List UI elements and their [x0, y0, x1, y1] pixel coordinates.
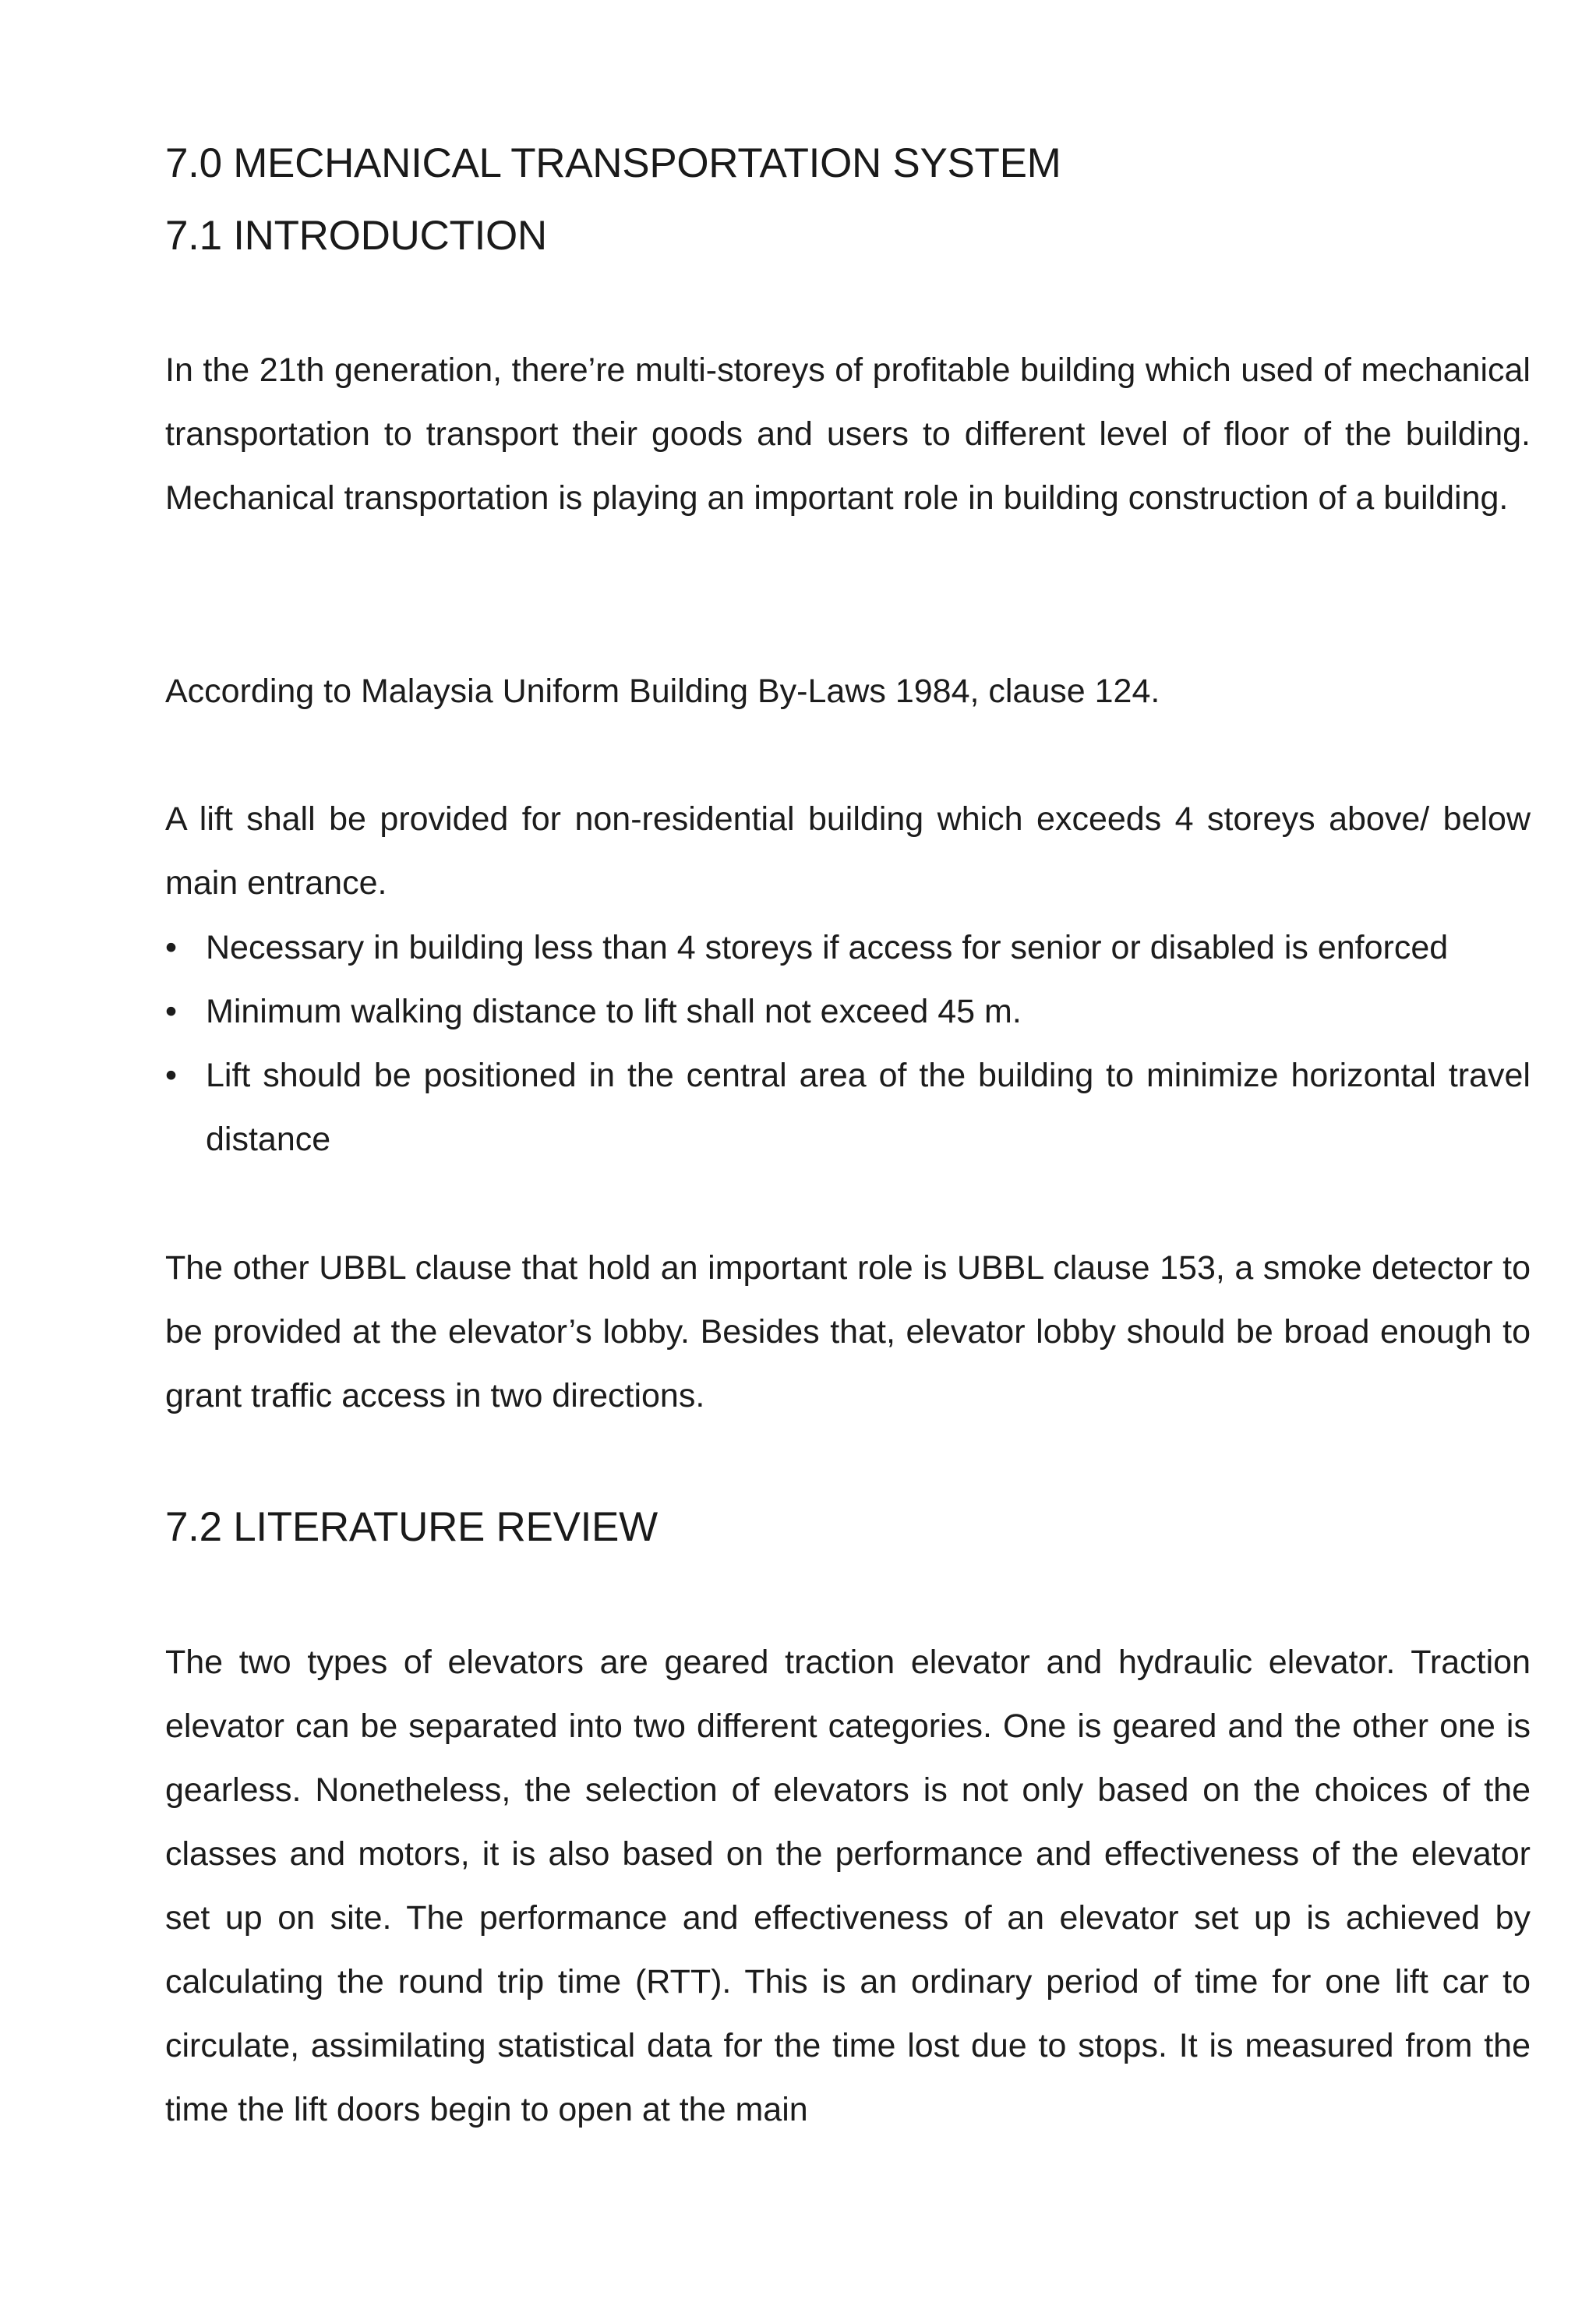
- list-item-text: Minimum walking distance to lift shall not exceed 45 m.: [206, 993, 1022, 1030]
- list-item: [165, 1044, 1531, 1171]
- literature-review-paragraph: The two types of elevators are geared traction elevator and hydraulic elevator. Traction elevator can be separated into two different categories. One is geared and the other one is gearless. Nonetheless, the selection of elevators is not only based on the choices of the classes and motors, it is also based on the performance and effectiveness of the elevator set up on site. The performance and effectiveness of an elevator set up is achieved by calculating the round trip time (RTT). This is an ordinary period of time for one lift car to circulate, assimilating statistical data for the time lost due to stops. It is measured from the time the lift doors begin to open at the main: [165, 1644, 1531, 2128]
- section-7-0-heading: 7.0 MECHANICAL TRANSPORTATION SYSTEM: [165, 140, 1061, 186]
- lift-requirements-list: [165, 916, 1531, 1171]
- list-item-text: Necessary in building less than 4 storeys if access for senior or disabled is enforced: [206, 929, 1449, 966]
- ubbl-clause-124-paragraph: According to Malaysia Uniform Building By-Laws 1984, clause 124.: [165, 673, 1160, 710]
- list-item-text: Lift should be positioned in the central area of the building to minimize horizontal travel distance: [206, 1057, 1531, 1158]
- list-item: [165, 980, 1531, 1044]
- bullet-icon: •: [165, 929, 178, 966]
- section-7-1-heading: 7.1 INTRODUCTION: [165, 213, 547, 259]
- bullet-icon: •: [165, 993, 178, 1030]
- list-item: [165, 916, 1531, 980]
- lift-requirement-paragraph: A lift shall be provided for non-residential building which exceeds 4 storeys above/ below main entrance.: [165, 800, 1531, 902]
- section-7-2-heading: 7.2 LITERATURE REVIEW: [165, 1504, 658, 1550]
- bullet-icon: •: [165, 1057, 178, 1094]
- intro-paragraph: In the 21th generation, there’re multi-storeys of profitable building which used of mechanical transportation to transport their goods and users to different level of floor of the building. Mechanical transportation is playing an important role in building construction of a building.: [165, 351, 1531, 517]
- ubbl-clause-153-paragraph: The other UBBL clause that hold an important role is UBBL clause 153, a smoke detector to be provided at the elevator’s lobby. Besides that, elevator lobby should be broad enough to grant traffic access in two directions.: [165, 1249, 1531, 1414]
